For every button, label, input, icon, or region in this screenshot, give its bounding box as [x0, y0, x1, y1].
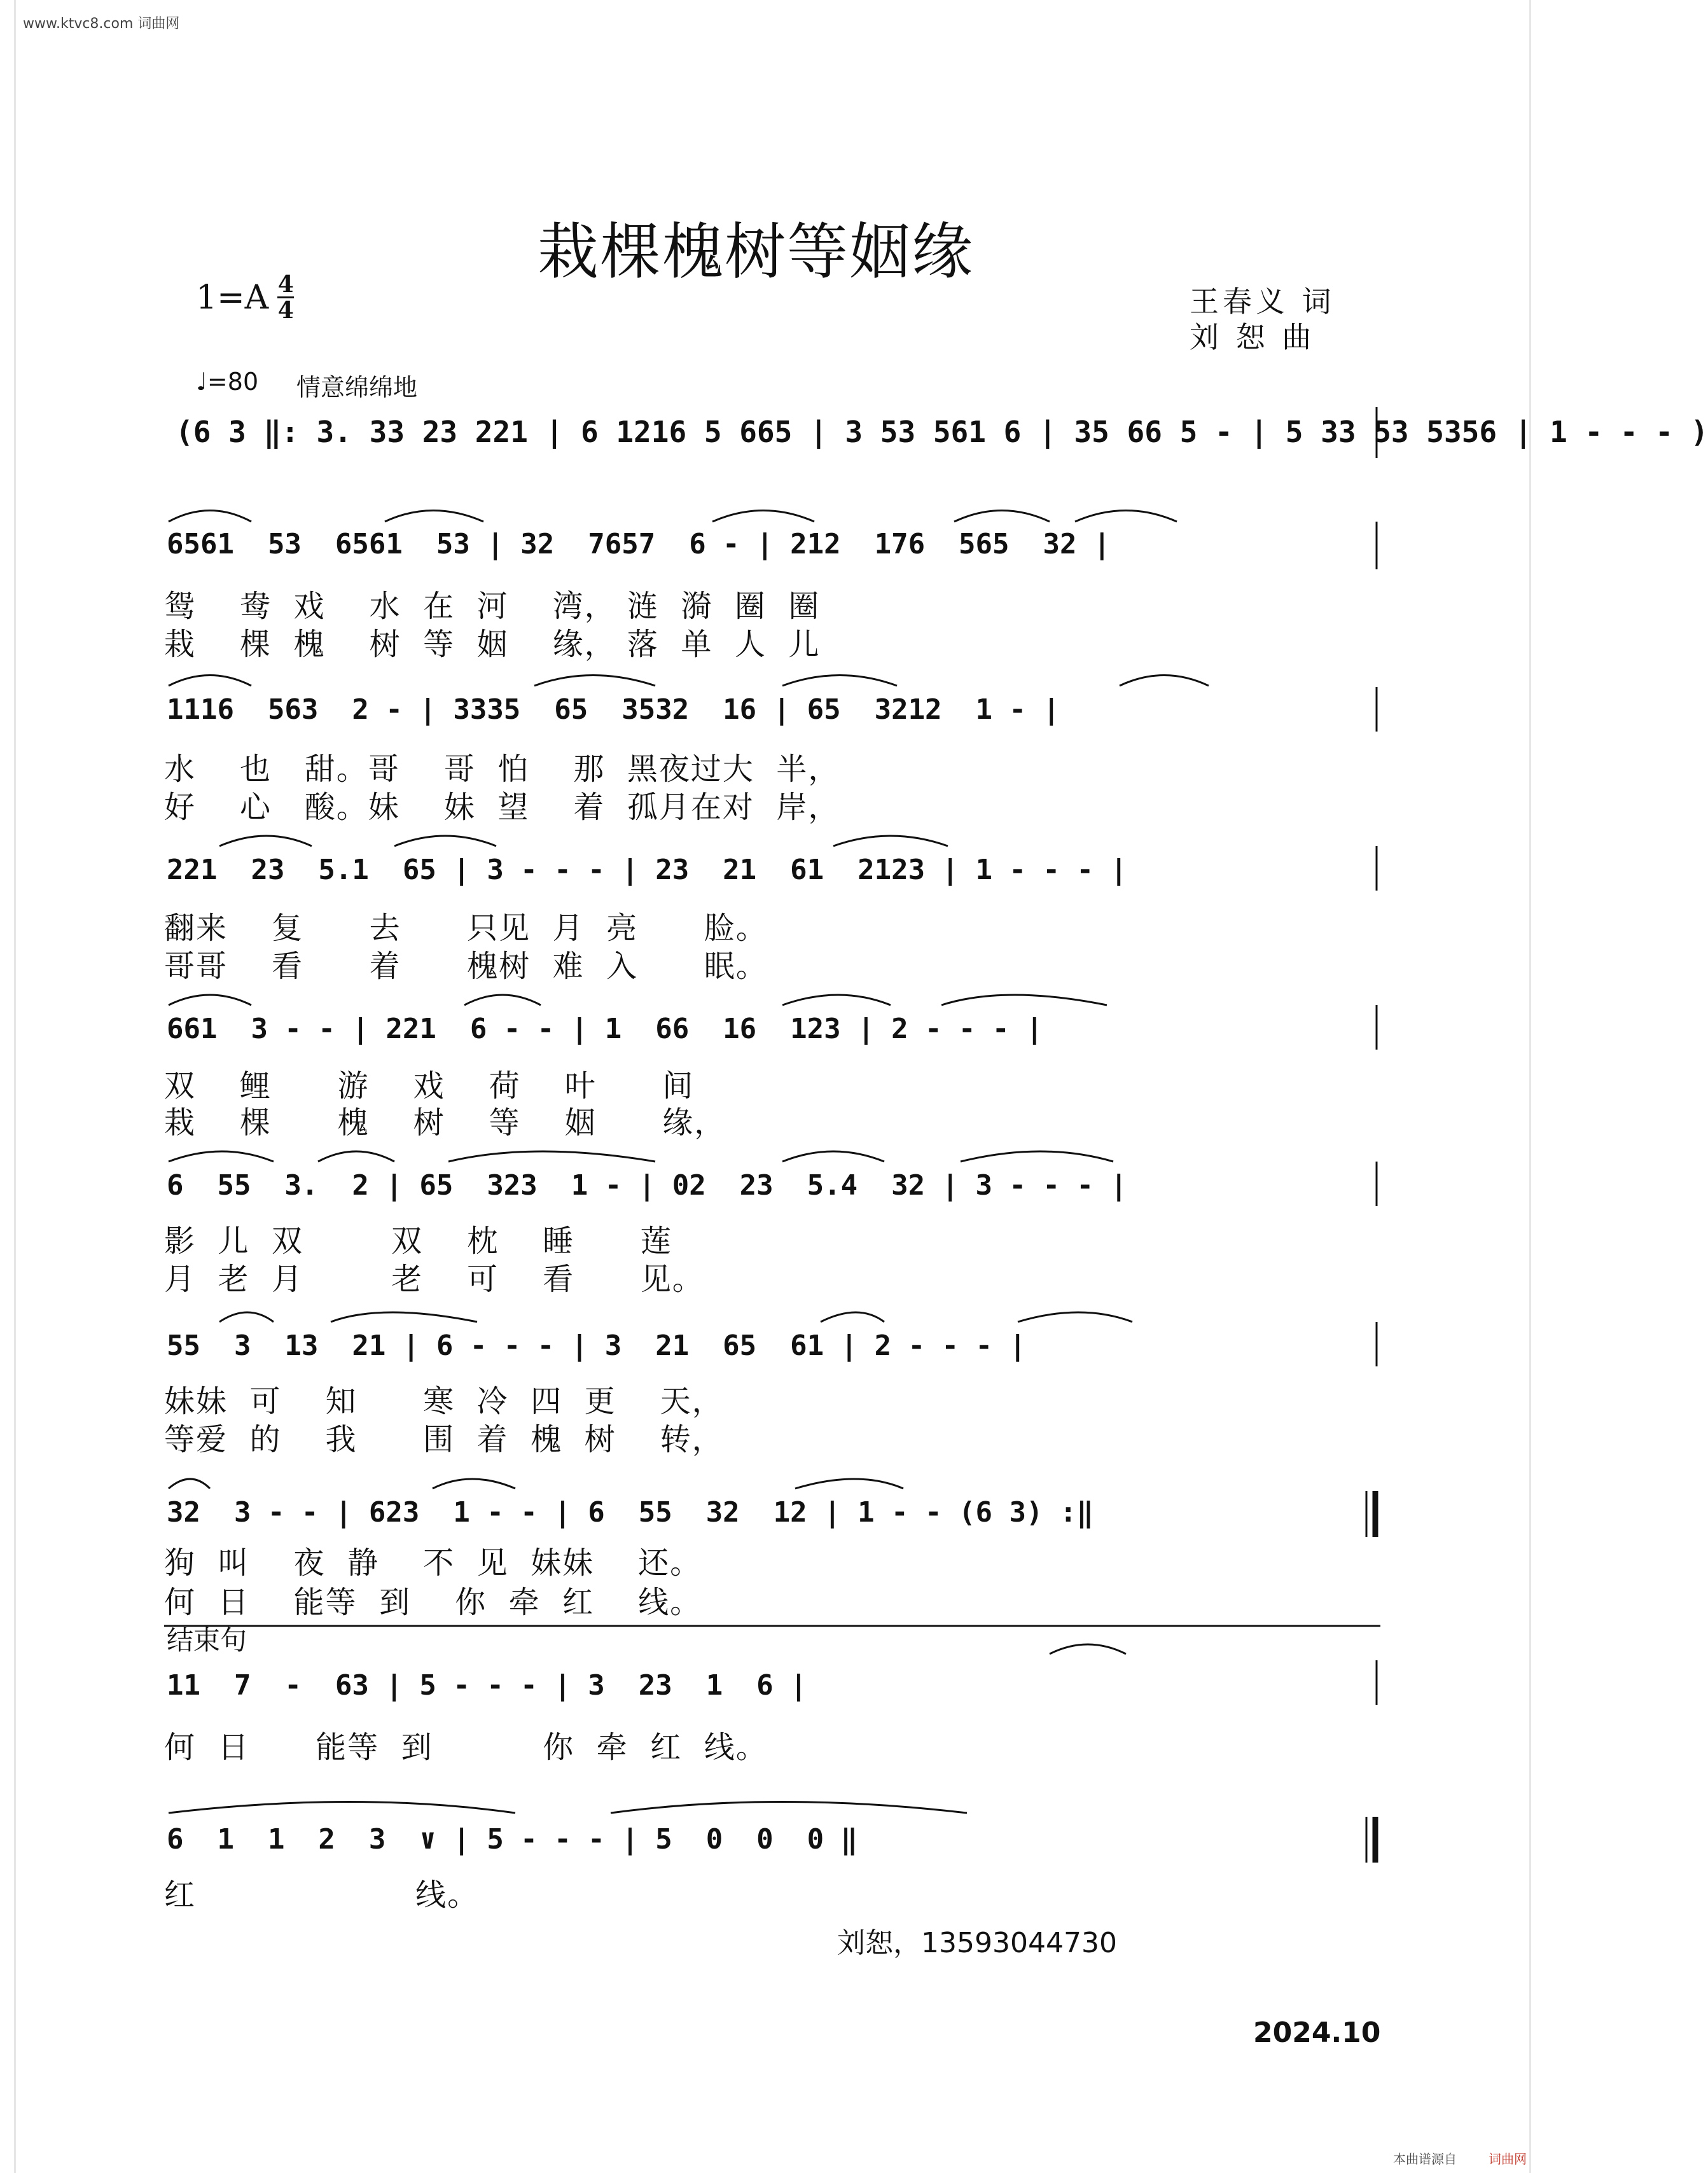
ending-system-2-lyric: 红 线。 [164, 1877, 480, 1913]
expression-mark: 情意绵绵地 [296, 373, 418, 401]
ending-system-1-notes: 11 7 - 63 | 5 - - - | 3 23 1 6 | [167, 1669, 807, 1702]
footer-source: 本曲谱源自 [1393, 2151, 1457, 2167]
left-margin-line [14, 0, 16, 2173]
system-3-notes: 221 23 5.1 65 | 3 - - - | 23 21 61 2123 | 1 - - - | [167, 854, 1127, 886]
system-5-lyric-1: 影 儿 双 双 枕 睡 莲 [164, 1223, 672, 1259]
system-4-lyric-1: 双 鲤 游 戏 荷 叶 间 [164, 1068, 695, 1104]
system-3-lyric-1: 翻来 复 去 只见 月 亮 脸。 [164, 910, 768, 946]
footer-site: 词曲网 [1489, 2151, 1527, 2167]
ending-label: 结束句 [167, 1625, 247, 1656]
system-4-notes: 661 3 - - | 221 6 - - | 1 66 16 123 | 2 - - - | [167, 1013, 1043, 1045]
system-7-lyric-1: 狗 叫 夜 静 不 见 妹妹 还。 [164, 1545, 702, 1581]
system-3-lyric-2: 哥哥 看 着 槐树 难 入 眠。 [164, 948, 768, 984]
system-5-notes: 6 55 3. 2 | 65 323 1 - | 02 23 5.4 32 | 3 - - - | [167, 1169, 1127, 1202]
ending-system-2-notes: 6 1 1 2 3 ∨ | 5 - - - | 5 0 0 0 ‖ [167, 1823, 858, 1856]
system-2-lyric-2: 好 心 酸。妹 妹 望 着 孤月在对 岸， [164, 789, 840, 825]
system-6-lyric-2: 等爱 的 我 围 着 槐 树 转， [164, 1422, 724, 1457]
contact-line: 刘恕，13593044730 [837, 1927, 1117, 1959]
date: 2024.10 [1253, 2017, 1381, 2049]
time-signature [277, 272, 294, 323]
system-2-notes: 1116 563 2 - | 3335 65 3532 16 | 65 3212 1 - | [167, 693, 1060, 726]
song-title: 栽棵槐树等姻缘 [538, 216, 974, 288]
system-7-notes: 32 3 - - | 623 1 - - | 6 55 32 12 | 1 - - (6 3) :‖ [167, 1496, 1094, 1529]
site-tag: www.ktvc8.com 词曲网 [23, 16, 180, 32]
system-1-lyric-2: 栽 棵 槐 树 等 姻 缘， 落 单 人 儿 [164, 627, 821, 662]
system-1-notes: 6561 53 6561 53 | 32 7657 6 - | 212 176 565 32 | [167, 528, 1111, 560]
time-numerator: 4 [277, 271, 294, 298]
intro-line: (6 3 ‖: 3. 33 23 221 | 6 1216 5 665 | 3 53 561 6 | 35 66 5 - | 5 33 53 5356 | 1 - - - ) [176, 415, 1708, 449]
key-signature [196, 272, 294, 323]
system-2-lyric-1: 水 也 甜。哥 哥 怕 那 黑夜过大 半， [164, 751, 840, 787]
key-label: 1=A [196, 278, 269, 317]
system-6-lyric-1: 妹妹 可 知 寒 冷 四 更 天， [164, 1384, 724, 1419]
system-6-notes: 55 3 13 21 | 6 - - - | 3 21 65 61 | 2 - - - | [167, 1329, 1027, 1362]
right-margin-line [1529, 0, 1531, 2173]
system-1-lyric-1: 鸳 鸯 戏 水 在 河 湾， 涟 漪 圈 圈 [164, 588, 821, 624]
composer-credit: 刘 恕 曲 [1190, 320, 1316, 354]
time-denominator: 4 [277, 297, 294, 324]
tempo-mark: ♩=80 [196, 368, 259, 396]
ending-system-1-lyric: 何 日 能等 到 你 牵 红 线。 [164, 1730, 768, 1765]
system-4-lyric-2: 栽 棵 槐 树 等 姻 缘， [164, 1105, 726, 1141]
system-7-lyric-2: 何 日 能等 到 你 牵 红 线。 [164, 1585, 702, 1620]
system-5-lyric-2: 月 老 月 老 可 看 见。 [164, 1261, 704, 1297]
lyricist-credit: 王春义 词 [1190, 284, 1335, 319]
